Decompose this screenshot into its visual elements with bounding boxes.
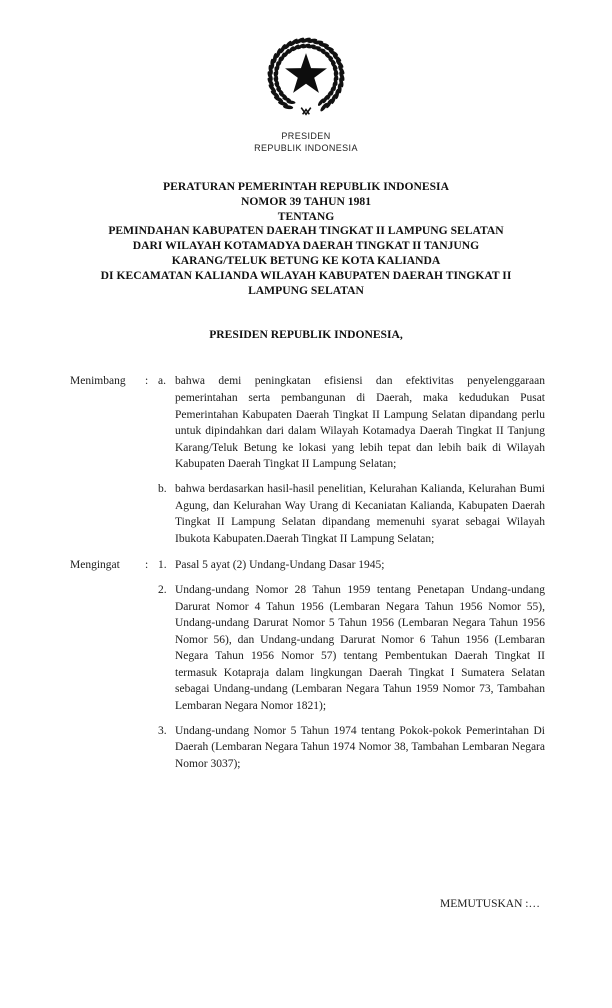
title-line-2: NOMOR 39 TAHUN 1981 <box>241 194 371 208</box>
mengingat-row-2 <box>70 582 545 715</box>
title-line-8: LAMPUNG SELATAN <box>248 283 364 297</box>
mengingat-item-2-marker: 2. <box>158 583 167 596</box>
letterhead-caption <box>0 131 612 154</box>
mengingat-item-2-text: Undang-undang Nomor 28 Tahun 1959 tentang Penetapan Undang-undang Darurat Nomor 4 Tahun 1956 (Lembaran Negara Tahun 1956 Nomor 55), Undang-undang Darurat Nomor 5 Tahun 1956 (Lembaran Negara Tahun 1956 Nomor 56), dan Undang-undang Darurat Nomor 6 Tahun 1956 (Lembaran Negara Tahun 1956 Nomor 57) tentang Pembentukan Daerah Tingkat II termasuk Kotapraja dalam lingkungan Daerah Tingkat I Sumatera Selatan sebagai Undang-undang (Lembaran Negara Tahun 1959 Nomor 73, Tambahan Lembaran Negara Nomor 1821); <box>175 583 545 713</box>
star-wreath-emblem-icon <box>263 34 349 122</box>
letterhead <box>0 0 612 154</box>
mengingat-row-3 <box>70 723 545 773</box>
mengingat-item-1-marker: 1. <box>158 559 167 572</box>
title-line-7: DI KECAMATAN KALIANDA WILAYAH KABUPATEN DAERAH TINGKAT II <box>100 268 512 282</box>
president-heading: PRESIDEN REPUBLIK INDONESIA, <box>209 328 403 342</box>
title-line-1: PERATURAN PEMERINTAH REPUBLIK INDONESIA <box>163 180 449 193</box>
menimbang-row-a <box>70 373 545 473</box>
menimbang-item-b-marker: b. <box>158 482 167 495</box>
title-line-5: DARI WILAYAH KOTAMADYA DAERAH TINGKAT II TANJUNG <box>132 239 480 253</box>
title-line-6: KARANG/TELUK BETUNG KE KOTA KALIANDA <box>171 253 441 267</box>
title-line-4: PEMINDAHAN KABUPATEN DAERAH TINGKAT II LAMPUNG SELATAN <box>108 224 504 238</box>
letterhead-republik-indonesia: REPUBLIK INDONESIA <box>254 142 358 153</box>
mengingat-colon: : <box>145 559 149 572</box>
mengingat-row-1 <box>70 557 545 574</box>
wreath-ribbon <box>301 108 311 115</box>
mengingat-label: Mengingat <box>70 559 120 572</box>
menimbang-label: Menimbang <box>70 375 126 388</box>
menimbang-row-b <box>70 481 545 547</box>
memutuskan-line: MEMUTUSKAN :… <box>440 898 540 911</box>
mengingat-item-3-marker: 3. <box>158 724 167 737</box>
menimbang-item-b-text: bahwa berdasarkan hasil-hasil penelitian, Kelurahan Kalianda, Kelurahan Bumi Agung, dan Kelurahan Way Urang di Kecaniatan Kalianda, Kabupaten Daerah Tingkat II Lampung Selatan dipandang memenuhi syarat sebagai Wilayah Ibukota Kabupaten.Daerah Tingkat II Lampung Selatan; <box>175 482 545 545</box>
letterhead-presiden: PRESIDEN <box>281 131 331 141</box>
mengingat-item-1-text: Pasal 5 ayat (2) Undang-Undang Dasar 1945; <box>175 559 385 572</box>
clause-body <box>0 373 612 772</box>
menimbang-colon: : <box>145 375 149 388</box>
star-glyph <box>285 53 327 93</box>
title-line-3: TENTANG <box>277 209 335 223</box>
menimbang-item-a-marker: a. <box>158 375 166 388</box>
mengingat-item-3-text: Undang-undang Nomor 5 Tahun 1974 tentang Pokok-pokok Pemerintahan Di Daerah (Lembaran Negara Tahun 1974 Nomor 38, Tambahan Lembaran Negara Nomor 3037); <box>175 724 545 770</box>
menimbang-item-a-text: bahwa demi peningkatan efisiensi dan efektivitas penyelenggaraan pemerintahan serta pembangunan di Daerah, maka kedudukan Pusat Pemerintahan Kabupaten Daerah Tingkat II Lampung Selatan dipandang perlu untuk dipindahkan dari dalam Wilayah Kotamadya Daerah Tingkat II Tanjung Karang/Teluk Betung ke lokasi yang lebih tepat dan lebih baik di Wilayah Kabupaten Daerah Tingkat II Lampung Selatan; <box>175 375 545 471</box>
regulation-title <box>0 180 612 298</box>
